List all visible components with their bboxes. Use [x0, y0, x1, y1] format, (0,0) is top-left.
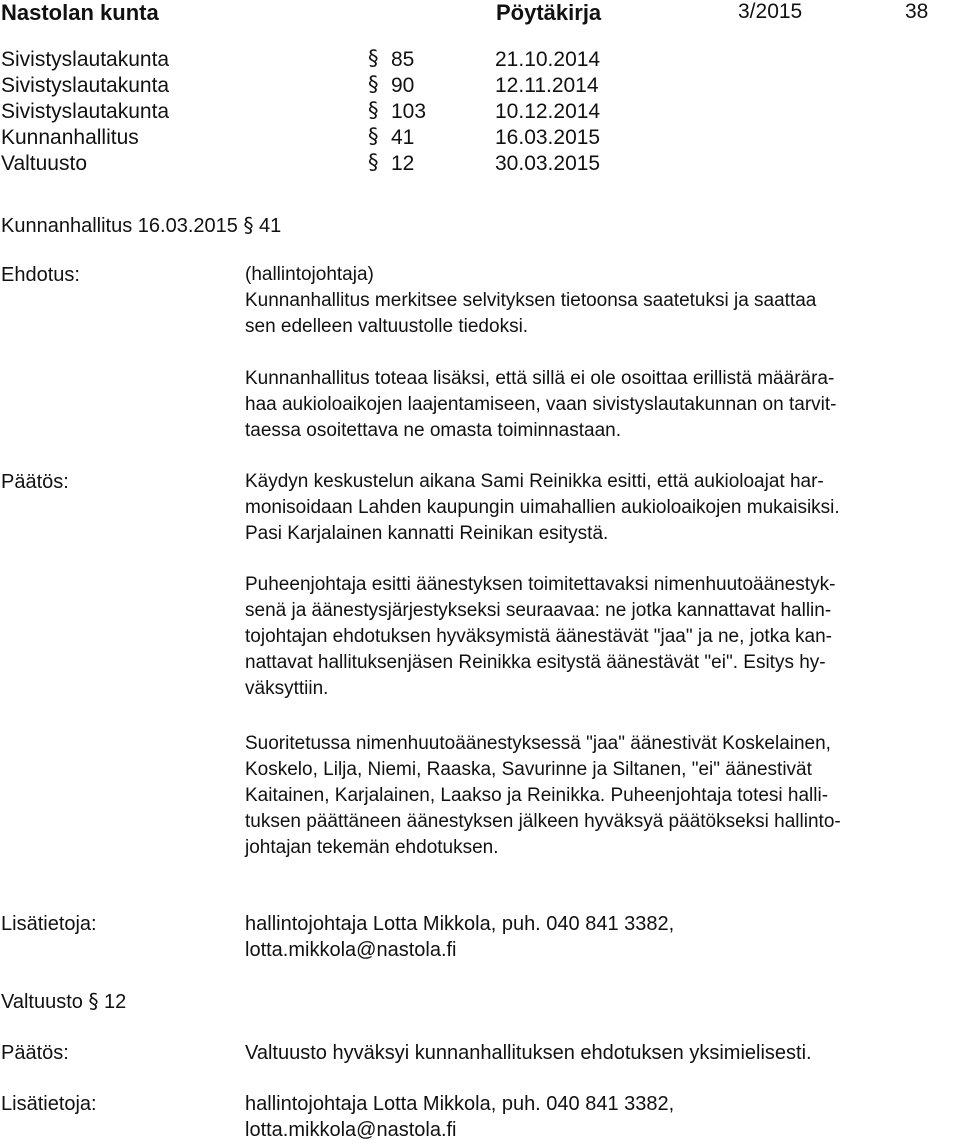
- reference-date: 12.11.2014: [495, 74, 599, 97]
- section-heading-text: Kunnanhallitus 16.03.2015: [1, 215, 238, 237]
- reference-date: 16.03.2015: [495, 126, 601, 149]
- section-heading-number: 41: [259, 215, 282, 237]
- document-type: Pöytäkirja: [496, 0, 602, 25]
- paragraph-symbol: §: [368, 72, 379, 96]
- section-heading-number: 12: [104, 991, 127, 1013]
- reference-body: Valtuusto: [1, 152, 87, 175]
- text-line: johtajan tekemän ehdotuksen.: [245, 837, 499, 858]
- text-line: nattavat hallituksenjäsen Reinikka esitystä äänestävät "ei". Esitys hy-: [245, 652, 826, 673]
- reference-body: Sivistyslautakunta: [1, 100, 170, 123]
- text-line: Suoritetussa nimenhuutoäänestyksessä "jaa" äänestivät Koskelainen,: [245, 733, 831, 754]
- decision-label: Päätös:: [1, 471, 69, 493]
- reference-number: 90: [391, 74, 415, 97]
- reference-number: 12: [391, 152, 415, 175]
- reference-date: 30.03.2015: [495, 152, 601, 175]
- municipality-name: Nastolan kunta: [1, 0, 159, 25]
- info-text: [245, 1091, 955, 1143]
- reference-body: Sivistyslautakunta: [1, 48, 170, 71]
- text-line: Kaitainen, Karjalainen, Laakso ja Reinikka. Puheenjohtaja totesi halli-: [245, 785, 829, 806]
- text-line: senä ja äänestysjärjestykseksi seuraavaa: ne jotka kannattavat hallin-: [245, 600, 832, 621]
- reference-number: 41: [391, 126, 415, 149]
- proposal-label: Ehdotus:: [1, 264, 80, 286]
- text-line: Pasi Karjalainen kannatti Reinikan esitystä.: [245, 523, 609, 544]
- info-label: Lisätietoja:: [1, 913, 97, 935]
- reference-body: Kunnanhallitus: [1, 126, 139, 149]
- proposal-text-2: [245, 366, 955, 444]
- paragraph-symbol: §: [243, 213, 254, 237]
- text-line: tojohtajan ehdotuksen hyväksymistä äänestävät "jaa" ja ne, jotka kan-: [245, 626, 833, 647]
- text-line: haa aukioloaikojen laajentamiseen, vaan sivistyslautakunnan on tarvit-: [245, 394, 837, 415]
- text-line: taessa osoitettava ne omasta toiminnastaan.: [245, 420, 622, 441]
- decision-text: Valtuusto hyväksyi kunnanhallituksen ehdotuksen yksimielisesti.: [245, 1042, 812, 1064]
- email-text: lotta.mikkola@nastola.fi: [245, 1119, 457, 1141]
- reference-number: 103: [391, 100, 427, 123]
- decision-paragraph-3: [245, 731, 955, 861]
- paragraph-symbol: §: [368, 150, 379, 174]
- section-heading-valtuusto: [1, 988, 126, 1015]
- paragraph-symbol: §: [368, 124, 379, 148]
- paragraph-symbol: §: [88, 989, 99, 1013]
- text-line: Koskelo, Lilja, Niemi, Raaska, Savurinne ja Siltanen, "ei" äänestivät: [245, 759, 812, 780]
- decision-paragraph-1: [245, 469, 955, 547]
- reference-number: 85: [391, 48, 415, 71]
- proposal-text: [245, 262, 955, 340]
- text-line: Kunnanhallitus merkitsee selvityksen tietoonsa saatetuksi ja saattaa: [245, 290, 817, 311]
- email-text: lotta.mikkola@nastola.fi: [245, 939, 457, 961]
- paragraph-symbol: §: [368, 46, 379, 70]
- text-line: Kunnanhallitus toteaa lisäksi, että sillä ei ole osoittaa erillistä määrära-: [245, 368, 835, 389]
- document-number: 3/2015: [738, 0, 803, 23]
- text-line: hallintojohtaja Lotta Mikkola, puh. 040 841 3382,: [245, 913, 675, 935]
- text-line: monisoidaan Lahden kaupungin uimahallien aukioloaikojen mukaisiksi.: [245, 497, 840, 518]
- text-line: sen edelleen valtuustolle tiedoksi.: [245, 316, 529, 337]
- text-line: väksyttiin.: [245, 678, 329, 699]
- paragraph-symbol: §: [368, 98, 379, 122]
- reference-body: Sivistyslautakunta: [1, 74, 170, 97]
- info-label: Lisätietoja:: [1, 1093, 97, 1115]
- reference-date: 10.12.2014: [495, 100, 601, 123]
- info-text: [245, 911, 955, 963]
- section-heading-kunnanhallitus: [1, 212, 281, 239]
- decision-label: Päätös:: [1, 1042, 69, 1064]
- text-line: Käydyn keskustelun aikana Sami Reinikka esitti, että aukioloajat har-: [245, 471, 824, 492]
- text-line: Puheenjohtaja esitti äänestyksen toimitettavaksi nimenhuutoäänestyk-: [245, 574, 836, 595]
- text-line: tuksen päättäneen äänestyksen jälkeen hyväksyä päätökseksi hallinto-: [245, 811, 841, 832]
- text-line: (hallintojohtaja): [245, 264, 374, 285]
- text-line: hallintojohtaja Lotta Mikkola, puh. 040 841 3382,: [245, 1093, 675, 1115]
- reference-date: 21.10.2014: [495, 48, 601, 71]
- decision-paragraph-2: [245, 572, 955, 702]
- page-number: 38: [905, 0, 929, 23]
- section-heading-text: Valtuusto: [1, 991, 83, 1013]
